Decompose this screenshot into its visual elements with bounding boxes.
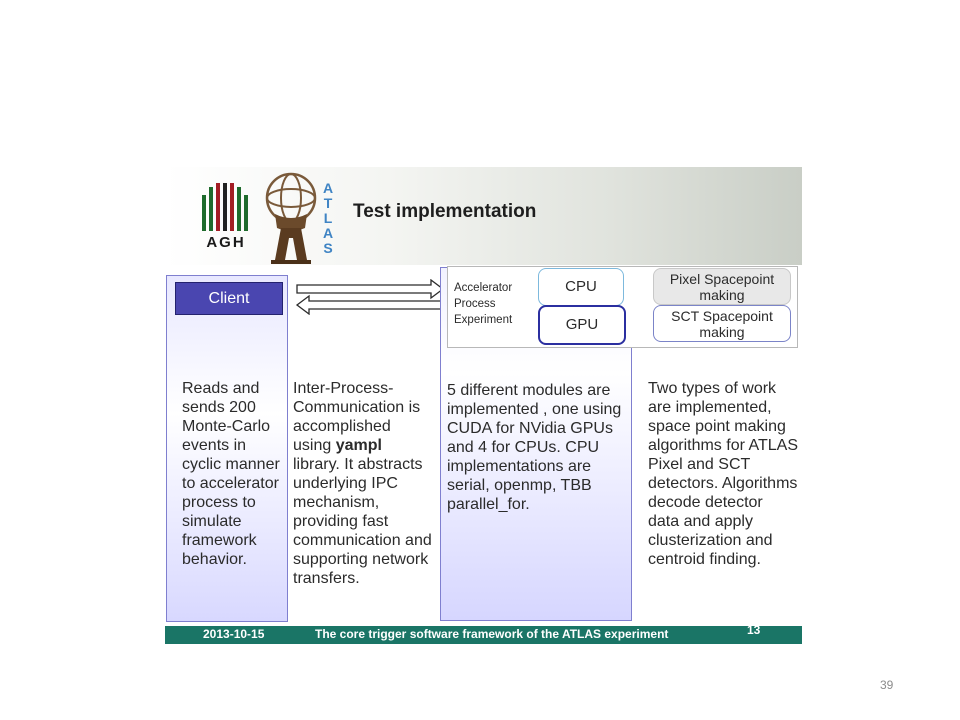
- atlas-letter: A: [322, 225, 334, 241]
- accelerator-label: [454, 280, 539, 328]
- right-arrow-icon: [297, 280, 443, 298]
- accelerator-label-line: Experiment: [454, 314, 513, 326]
- footer-slide-number: 13: [747, 623, 761, 637]
- left-arrow-icon: [297, 296, 443, 314]
- modules-description: 5 different modules are implemented , one using CUDA for NVidia GPUs and 4 for CPUs. CPU implementations are serial, openmp, TBB parallel_for.: [447, 382, 622, 513]
- cpu-box: CPU: [538, 268, 624, 306]
- work-description: Two types of work are implemented, space point making algorithms for ATLAS Pixel and SCT detectors. Algorithms decode detector data and apply clusterization and centroid finding.: [648, 380, 798, 568]
- atlas-logo-icon: [261, 168, 321, 264]
- embedded-slide-image: [165, 167, 802, 644]
- pixel-spacepoint-box: Pixel Spacepoint making: [653, 268, 791, 305]
- accelerator-label-line: Process: [454, 298, 496, 310]
- atlas-letter: S: [323, 240, 333, 256]
- atlas-letter: A: [322, 180, 334, 196]
- gpu-box: GPU: [538, 305, 626, 345]
- page-number: 39: [880, 678, 894, 692]
- agh-logo-text: AGH: [206, 234, 246, 251]
- ipc-description: [293, 379, 433, 588]
- footer-caption: The core trigger software framework of the ATLAS experiment: [315, 627, 669, 641]
- ipc-arrows: [295, 279, 445, 315]
- client-description: Reads and sends 200 Monte-Carlo events in cyclic manner to accelerator process to simulate framework behavior.: [182, 380, 280, 568]
- sct-spacepoint-box: SCT Spacepoint making: [653, 305, 791, 342]
- ipc-text-bold: yampl: [335, 437, 382, 454]
- client-box: Client: [175, 282, 283, 315]
- slide-title: Test implementation: [353, 201, 537, 222]
- slide-footer: [165, 623, 802, 644]
- atlas-letter: L: [323, 210, 333, 226]
- footer-date: 2013-10-15: [203, 627, 265, 641]
- atlas-logo-letters: [320, 181, 336, 256]
- ipc-text-after: library. It abstracts underlying IPC mechanism, providing fast communication and supporting network transfers.: [293, 456, 432, 587]
- slide-header: [165, 167, 802, 265]
- atlas-letter: T: [323, 195, 333, 211]
- ipc-text-before: Inter-Process-Communication is accomplished using: [293, 380, 421, 454]
- accelerator-label-line: Accelerator: [454, 282, 513, 294]
